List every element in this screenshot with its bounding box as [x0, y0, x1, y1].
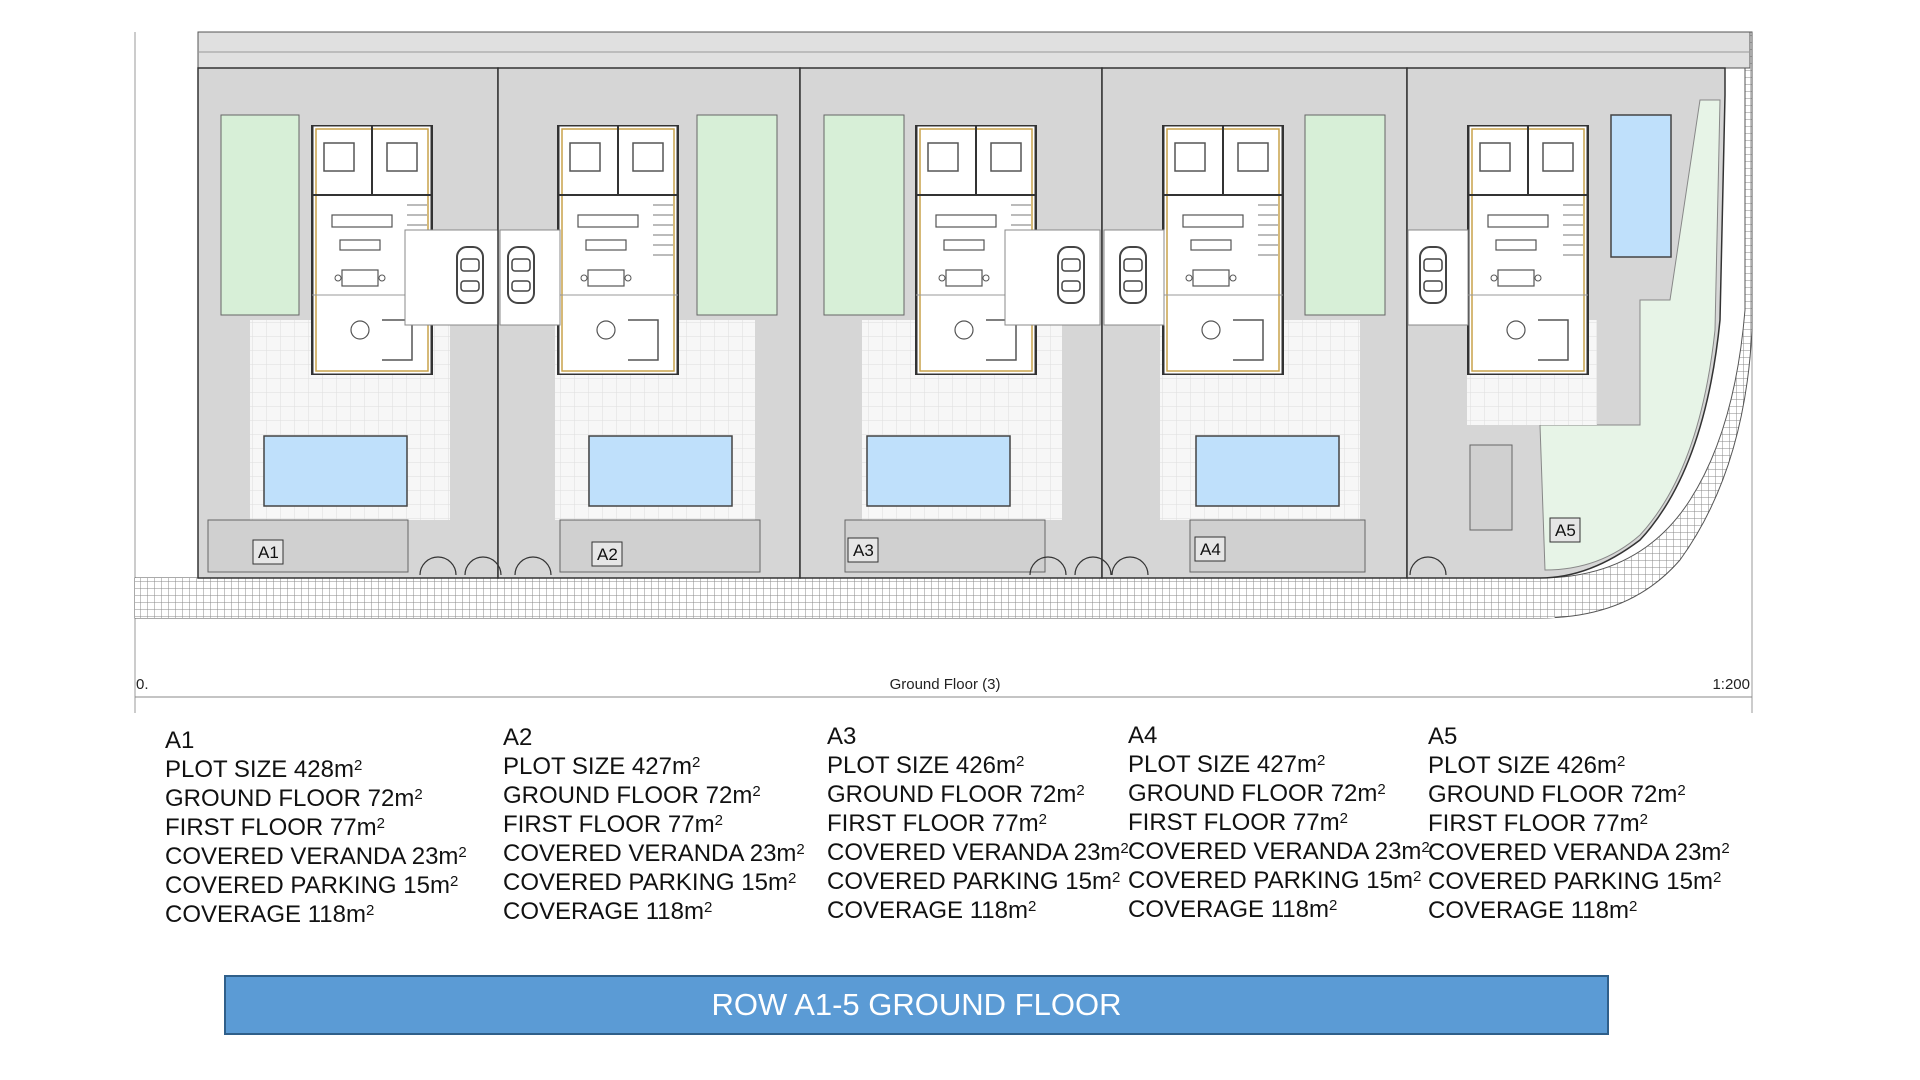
plot-a1 [198, 68, 500, 578]
plot-specs-a3 [827, 722, 1157, 925]
first-floor-area: FIRST FLOOR $77m^2$ [1428, 810, 1648, 837]
coverage-area: COVERAGE $118m^2$ [1128, 896, 1338, 923]
ground-floor-area: GROUND FLOOR $72m^2$ [1428, 781, 1686, 808]
car-a2 [508, 247, 534, 303]
svg-text:A2: A2 [597, 545, 618, 564]
first-floor-area: FIRST FLOOR $77m^2$ [503, 811, 723, 838]
scale-label: 1:200 [1712, 676, 1750, 693]
plot-tag-a3 [848, 538, 878, 562]
first-floor-area: FIRST FLOOR $77m^2$ [827, 810, 1047, 837]
car-a1 [457, 247, 483, 303]
ground-floor-area: GROUND FLOOR $72m^2$ [827, 781, 1085, 808]
lawn-a3 [824, 115, 904, 315]
first-floor-area: FIRST FLOOR $77m^2$ [165, 814, 385, 841]
ground-floor-area: GROUND FLOOR $72m^2$ [503, 782, 761, 809]
coverage-area: COVERAGE $118m^2$ [827, 897, 1037, 924]
plot-specs-a1 [165, 726, 495, 929]
svg-text:A5: A5 [1555, 521, 1576, 540]
covered-parking-area: COVERED PARKING $15m^2$ [503, 869, 797, 896]
lawn-a1 [221, 115, 299, 315]
plot-specs-a5 [1428, 722, 1758, 925]
car-a5 [1420, 247, 1446, 303]
ground-floor-area: GROUND FLOOR $72m^2$ [1128, 780, 1386, 807]
street-band [135, 578, 1555, 618]
car-a4 [1120, 247, 1146, 303]
plot-tag-a5 [1550, 518, 1580, 542]
plot-a4 [1102, 68, 1407, 578]
covered-parking-area: COVERED PARKING $15m^2$ [1128, 867, 1422, 894]
plot-a3 [800, 68, 1102, 578]
svg-text:A1: A1 [258, 543, 279, 562]
car-a3 [1058, 247, 1084, 303]
covered-veranda-area: COVERED VERANDA $23m^2$ [1428, 839, 1730, 866]
lawn-a2 [697, 115, 777, 315]
first-floor-area: FIRST FLOOR $77m^2$ [1128, 809, 1348, 836]
plot-tag-a4 [1195, 537, 1225, 561]
plot-id: A2 [503, 724, 533, 751]
house-a2 [558, 125, 678, 375]
view-title: Ground Floor (3) [889, 676, 1001, 693]
pool-a4 [1196, 436, 1339, 506]
top-boundary-strip [198, 32, 1750, 68]
plot-id: A4 [1128, 722, 1158, 749]
coverage-area: COVERAGE $118m^2$ [503, 898, 713, 925]
plot-tag-a2 [592, 542, 622, 566]
pool-a5 [1611, 115, 1671, 257]
pool-a3 [867, 436, 1010, 506]
pool-a2 [589, 436, 732, 506]
plot-size: PLOT SIZE $427m^2$ [1128, 751, 1326, 778]
coverage-area: COVERAGE $118m^2$ [1428, 897, 1638, 924]
plot-a5 [1407, 68, 1725, 578]
row-title-banner [224, 975, 1609, 1035]
covered-veranda-area: COVERED VERANDA $23m^2$ [827, 839, 1129, 866]
plot-specs-a2 [503, 723, 833, 926]
origin-label: 0. [136, 676, 149, 693]
plot-size: PLOT SIZE $428m^2$ [165, 756, 363, 783]
plot-id: A3 [827, 723, 857, 750]
covered-parking-area: COVERED PARKING $15m^2$ [165, 872, 459, 899]
covered-parking-area: COVERED PARKING $15m^2$ [1428, 868, 1722, 895]
house-a5 [1468, 125, 1588, 375]
svg-text:A4: A4 [1200, 540, 1221, 559]
pool-a1 [264, 436, 407, 506]
lawn-a4 [1305, 115, 1385, 315]
svg-text:A3: A3 [853, 541, 874, 560]
house-a4 [1163, 125, 1283, 375]
covered-parking-area: COVERED PARKING $15m^2$ [827, 868, 1121, 895]
plot-size: PLOT SIZE $427m^2$ [503, 753, 701, 780]
plot-size: PLOT SIZE $426m^2$ [1428, 752, 1626, 779]
row-title-text: ROW A1-5 GROUND FLOOR [711, 987, 1122, 1022]
covered-veranda-area: COVERED VERANDA $23m^2$ [1128, 838, 1430, 865]
plot-specs-a4 [1128, 721, 1458, 924]
plot-a2 [498, 68, 800, 578]
plot-id: A1 [165, 727, 195, 754]
plot-id: A5 [1428, 723, 1458, 750]
ground-floor-area: GROUND FLOOR $72m^2$ [165, 785, 423, 812]
coverage-area: COVERAGE $118m^2$ [165, 901, 375, 928]
plot-size: PLOT SIZE $426m^2$ [827, 752, 1025, 779]
covered-veranda-area: COVERED VERANDA $23m^2$ [503, 840, 805, 867]
plot-tag-a1 [253, 540, 283, 564]
covered-veranda-area: COVERED VERANDA $23m^2$ [165, 843, 467, 870]
